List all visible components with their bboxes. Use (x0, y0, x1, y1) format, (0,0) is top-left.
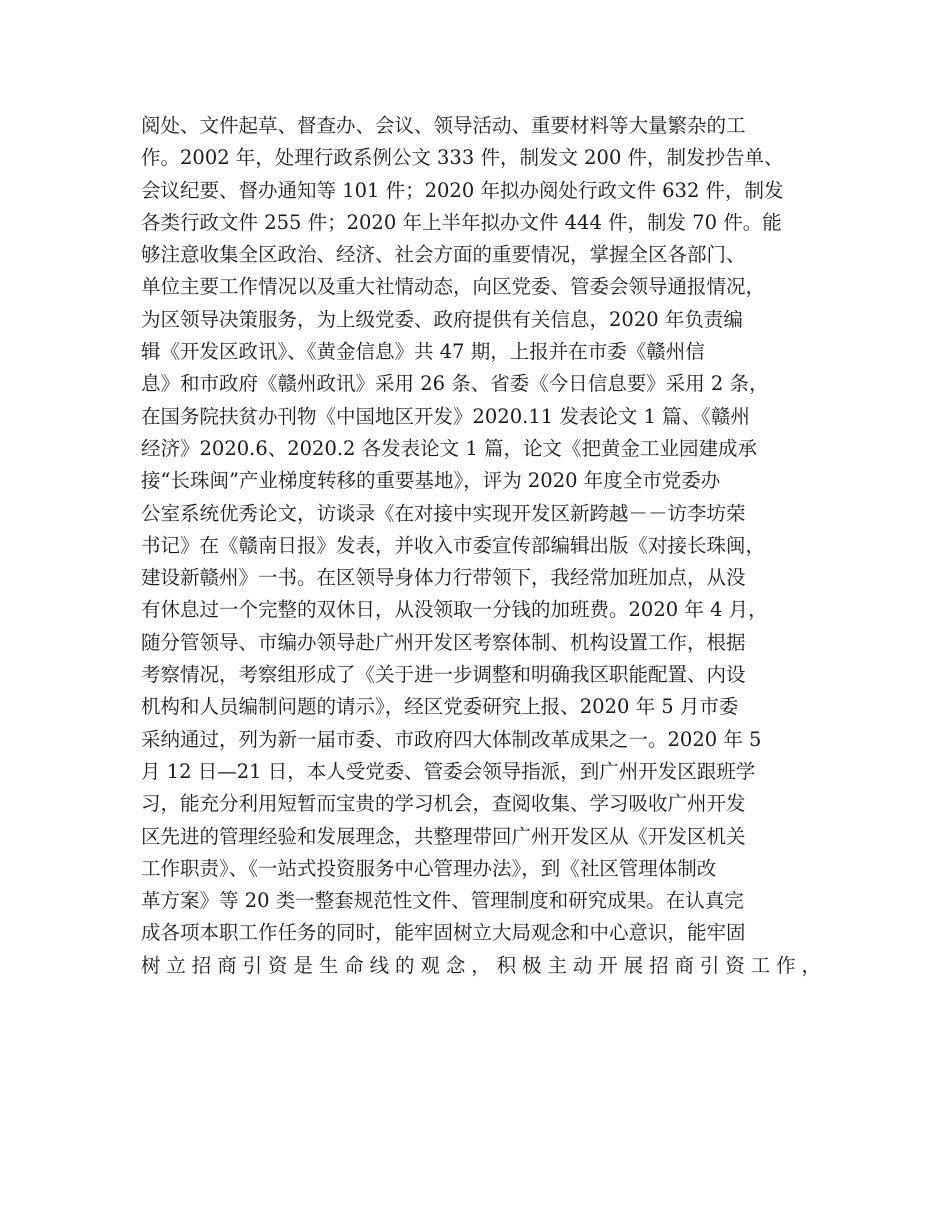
text-line: 辑《开发区政讯》、《黄金信息》共 47 期，上报并在市委《赣州信 (141, 340, 705, 364)
text-line: 在国务院扶贫办刊物《中国地区开发》2020.11 发表论文 1 篇、《赣州 (141, 404, 750, 428)
text-line: 经济》2020.6、2020.2 各发表论文 1 篇，论文《把黄金工业园建成承 (141, 436, 757, 460)
text-line: 各类行政文件 255 件；2020 年上半年拟办文件 444 件，制发 70 件。能 (141, 210, 782, 234)
text-line: 息》和市政府《赣州政讯》采用 26 条、省委《今日信息要》采用 2 条， (141, 372, 769, 396)
text-line: 树立招商引资是生命线的观念，积极主动开展招商引资工作， (141, 953, 821, 977)
text-line: 机构和人员编制问题的请示》，经区党委研究上报、2020 年 5 月市委 (141, 695, 739, 719)
text-line: 接“长珠闽”产业梯度转移的重要基地》，评为 2020 年度全市党委办 (141, 469, 721, 493)
text-line: 随分管领导、市编办领导赴广州开发区考察体制、机构设置工作，根据 (141, 630, 746, 654)
text-line: 阅处、文件起草、督查办、会议、领导活动、重要材料等大量繁杂的工 (141, 114, 746, 137)
text-line: 作。2002 年，处理行政系例公文 333 件，制发文 200 件，制发抄告单、 (141, 146, 784, 170)
text-line: 工作职责》、《一站式投资服务中心管理办法》，到《社区管理体制改 (141, 856, 717, 880)
text-line: 够注意收集全区政治、经济、社会方面的重要情况，掌握全区各部门、 (141, 243, 746, 267)
text-line: 会议纪要、督办通知等 101 件；2020 年拟办阅处行政文件 632 件，制发 (141, 178, 784, 202)
text-line: 区先进的管理经验和发展理念，共整理带回广州开发区从《开发区机关 (141, 824, 746, 848)
text-line: 成各项本职工作任务的同时，能牢固树立大局观念和中心意识，能牢固 (141, 921, 746, 945)
text-line: 采纳通过，列为新一届市委、市政府四大体制改革成果之一。2020 年 5 (141, 727, 762, 751)
text-line: 有休息过一个完整的双休日，从没领取一分钱的加班费。2020 年 4 月， (141, 598, 768, 622)
text-line: 习，能充分利用短暂而宝贵的学习机会，查阅收集、学习吸收广州开发 (141, 792, 746, 816)
text-line: 公室系统优秀论文，访谈录《在对接中实现开发区新跨越－－访李坊荣 (141, 501, 746, 525)
text-line: 月 12 日—21 日，本人受党委、管委会领导指派，到广州开发区跟班学 (141, 759, 756, 783)
body-text (141, 110, 821, 982)
text-line: 考察情况，考察组形成了《关于进一步调整和明确我区职能配置、内设 (141, 663, 746, 687)
text-line: 为区领导决策服务，为上级党委、政府提供有关信息，2020 年负责编 (141, 307, 743, 331)
text-line: 书记》在《赣南日报》发表，并收入市委宣传部编辑出版《对接长珠闽， (141, 533, 766, 557)
text-line: 单位主要工作情况以及重大社情动态，向区党委、管委会领导通报情况， (141, 275, 766, 299)
text-line: 革方案》等 20 类一整套规范性文件、管理制度和研究成果。在认真完 (141, 889, 744, 913)
text-line: 建设新赣州》一书。在区领导身体力行带领下，我经常加班加点，从没 (141, 566, 746, 590)
